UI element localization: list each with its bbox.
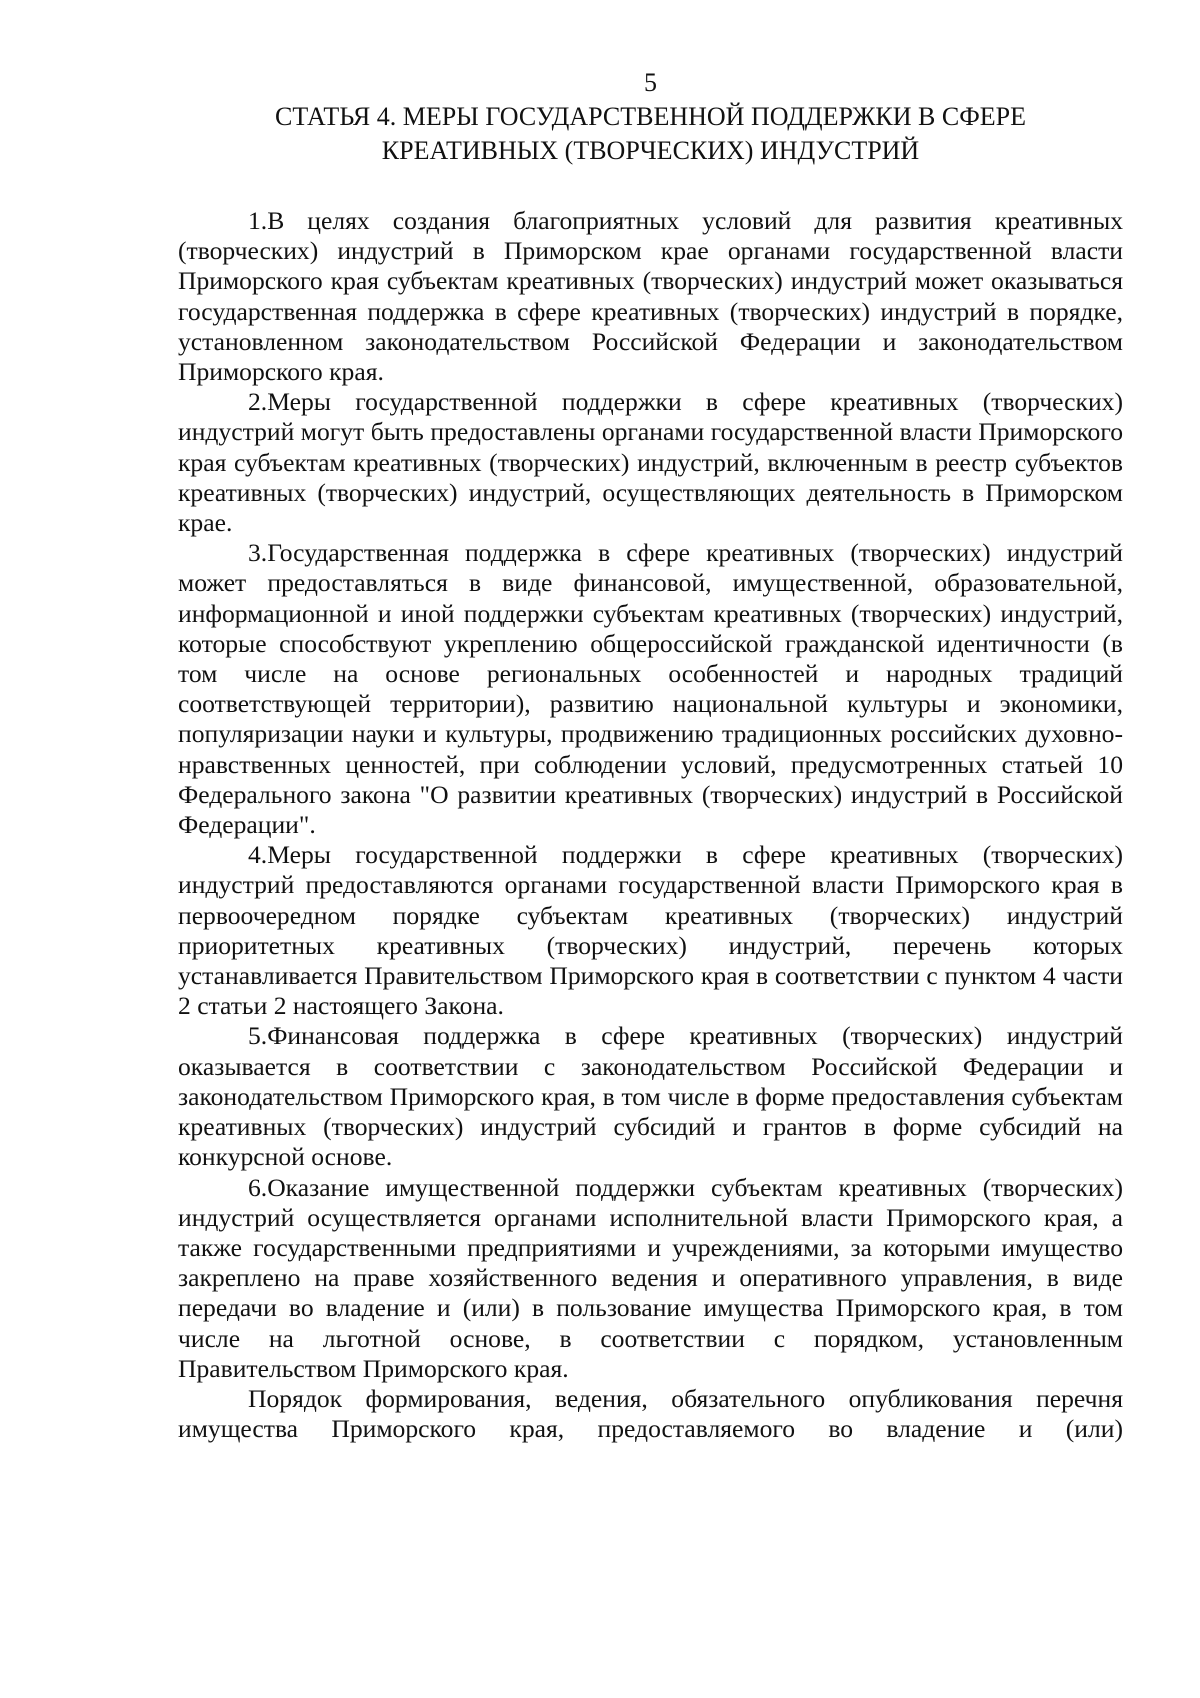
- paragraph-1: 1.В целях создания благоприятных условий для развития креативных (творческих) индустрий в Приморском крае органами государственной власти Приморского края субъектам креативных (творческих) индустрий может оказываться государственная поддержка в сфере креативных (творческих) индустрий в порядке, установленном законодательством Российской Федерации и законодательством Приморского края.: [178, 206, 1123, 387]
- page-number: 5: [644, 68, 657, 97]
- paragraph-4: 4.Меры государственной поддержки в сфере креативных (творческих) индустрий предоставляются органами государственной власти Приморского края в первоочередном порядке субъектам креативных (творческих) индустрий приоритетных креативных (творческих) индустрий, перечень которых устанавливается Правительством Приморского края в соответствии с пунктом 4 части 2 статьи 2 настоящего Закона.: [178, 840, 1123, 1021]
- paragraph-3: 3.Государственная поддержка в сфере креативных (творческих) индустрий может предоставляться в виде финансовой, имущественной, образовательной, информационной и иной поддержки субъектам креативных (творческих) индустрий, которые способствуют укреплению общероссийской гражданской идентичности (в том числе на основе региональных особенностей и народных традиций соответствующей территории), развитию национальной культуры и экономики, популяризации науки и культуры, продвижению традиционных российских духовно-нравственных ценностей, при соблюдении условий, предусмотренных статьей 10 Федерального закона "О развитии креативных (творческих) индустрий в Российской Федерации".: [178, 538, 1123, 840]
- paragraph-5: 5.Финансовая поддержка в сфере креативных (творческих) индустрий оказывается в соответствии с законодательством Российской Федерации и законодательством Приморского края, в том числе в форме предоставления субъектам креативных (творческих) индустрий субсидий и грантов в форме субсидий на конкурсной основе.: [178, 1021, 1123, 1172]
- article-heading: [178, 100, 1123, 168]
- paragraph-2: 2.Меры государственной поддержки в сфере креативных (творческих) индустрий могут быть предоставлены органами государственной власти Приморского края субъектам креативных (творческих) индустрий, включенным в реестр субъектов креативных (творческих) индустрий, осуществляющих деятельность в Приморском крае.: [178, 387, 1123, 538]
- article-heading-line-1: СТАТЬЯ 4. МЕРЫ ГОСУДАРСТВЕННОЙ ПОДДЕРЖКИ В СФЕРЕ: [275, 102, 1026, 131]
- paragraph-7: Порядок формирования, ведения, обязательного опубликования перечня имущества Приморского края, предоставляемого во владение и (или): [178, 1383, 1123, 1444]
- paragraph-6: 6.Оказание имущественной поддержки субъектам креативных (творческих) индустрий осуществляется органами исполнительной власти Приморского края, а также государственными предприятиями и учреждениями, за которыми имущество закреплено на праве хозяйственного ведения и оперативного управления, в виде передачи во владение и (или) в пользование имущества Приморского края, в том числе на льготной основе, в соответствии с порядком, установленным Правительством Приморского края.: [178, 1172, 1123, 1383]
- article-heading-line-2: КРЕАТИВНЫХ (ТВОРЧЕСКИХ) ИНДУСТРИЙ: [381, 136, 920, 165]
- document-page: [178, 66, 1123, 1444]
